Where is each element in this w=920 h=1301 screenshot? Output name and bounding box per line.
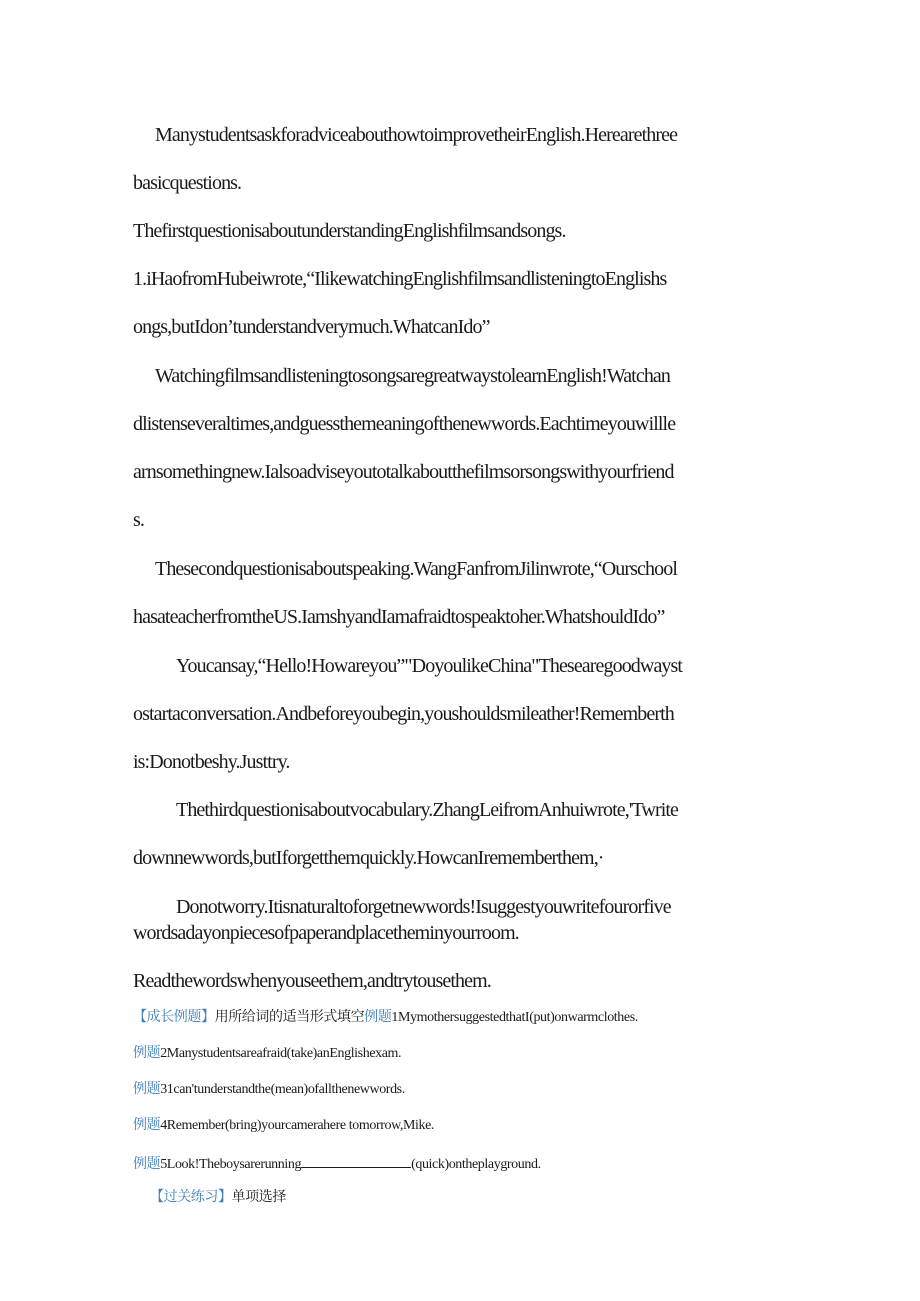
- passage-line-16: downnewwords,butIforgetthemquickly.HowcanIrememberthem,·: [133, 847, 604, 869]
- example-1-label: 例题: [364, 1010, 392, 1025]
- passage-line-12: Youcansay,“Hello!Howareyou”"DoyoulikeChina"Thesearegoodwayst: [176, 655, 683, 677]
- passage-line-5: ongs,butIdon’tunderstandverymuch.WhatcanIdo”: [133, 316, 490, 338]
- example-3-text: 31can'tunderstandthe(mean)ofallthenewwords.: [160, 1082, 405, 1097]
- example-4: [133, 1117, 434, 1135]
- practice-heading: [150, 1189, 286, 1207]
- example-2-text: 2Manystudentsareafraid(take)anEnglishexam.: [160, 1046, 402, 1061]
- answer-blank: [301, 1153, 411, 1168]
- passage-line-4: 1.iHaofromHubeiwrote,“IlikewatchingEnglishfilmsandlisteningtoEnglishs: [133, 268, 667, 290]
- example-1-text: 1MymothersuggestedthatI(put)onwarmclothes.: [391, 1010, 638, 1025]
- example-2-label: 例题: [133, 1046, 161, 1061]
- passage-line-8: arnsomethingnew.Ialsoadviseyoutotalkaboutthefilmsorsongswithyourfriend: [133, 461, 674, 483]
- passage-line-19: Readthewordswhenyouseethem,andtrytousethem.: [133, 970, 491, 992]
- passage-line-11: hasateacherfromtheUS.IamshyandIamafraidtospeaktoher.WhatshouldIdo”: [133, 606, 665, 628]
- example-4-label: 例题: [133, 1118, 161, 1133]
- passage-line-9: s.: [133, 509, 144, 531]
- passage-line-1: ManystudentsaskforadviceabouthowtoimprovetheirEnglish.Herearethree: [155, 124, 678, 146]
- passage-line-6: WatchingfilmsandlisteningtosongsaregreatwaystolearnEnglish!Watchan: [155, 365, 670, 387]
- examples-header-instruction: 用所给词的适当形式填空: [214, 1010, 365, 1025]
- example-2: [133, 1045, 401, 1063]
- examples-header-tag: 【成长例题】: [133, 1010, 215, 1025]
- passage-line-2: basicquestions.: [133, 172, 242, 194]
- example-4-text: 4Remember(bring)yourcamerahere tomorrow,Mike.: [160, 1118, 435, 1133]
- example-5-text-after: (quick)ontheplayground.: [411, 1157, 541, 1172]
- passage-line-7: dlistenseveraltimes,andguessthemeaningofthenewwords.Eachtimeyouwillle: [133, 413, 676, 435]
- example-5: [133, 1153, 541, 1174]
- passage-line-18: wordsadayonpiecesofpaperandplacetheminyourroom.: [133, 922, 519, 944]
- passage-line-17: Donotworry.Itisnaturaltoforgetnewwords!Isuggestyouwritefourorfive: [176, 896, 671, 918]
- passage-line-10: Thesecondquestionisaboutspeaking.WangFanfromJilinwrote,“Ourschool: [155, 558, 677, 580]
- passage-line-3: ThefirstquestionisaboutunderstandingEnglishfilmsandsongs.: [133, 220, 566, 242]
- passage-line-14: is:Donotbeshy.Justtry.: [133, 751, 290, 773]
- example-1: [133, 1009, 638, 1027]
- example-3: [133, 1081, 405, 1099]
- example-3-label: 例题: [133, 1082, 161, 1097]
- passage-line-15: Thethirdquestionisaboutvocabulary.ZhangLeifromAnhuiwrote,'Twrite: [176, 799, 679, 821]
- practice-text: 单项选择: [231, 1190, 287, 1205]
- passage-line-13: ostartaconversation.Andbeforeyoubegin,youshouldsmileather!Rememberth: [133, 703, 674, 725]
- practice-tag: 【过关练习】: [150, 1190, 232, 1205]
- example-5-text-before: 5Look!Theboysarerunning: [160, 1157, 302, 1172]
- example-5-label: 例题: [133, 1157, 161, 1172]
